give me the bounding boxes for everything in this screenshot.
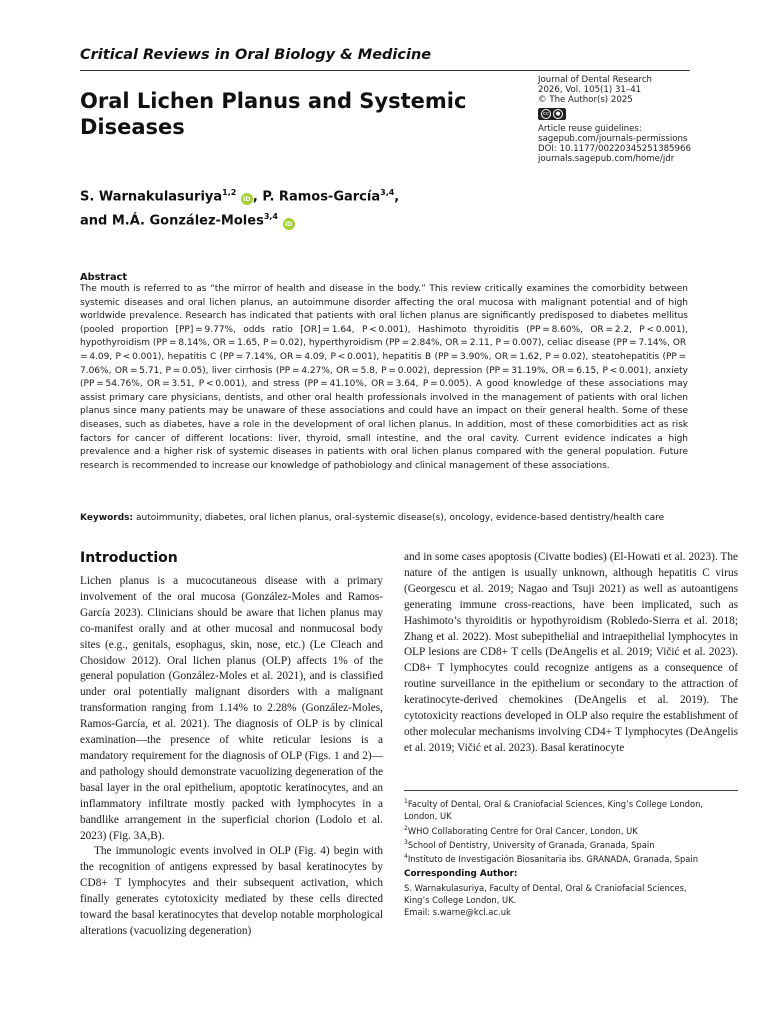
title-line-2: Diseases	[80, 115, 185, 139]
corresponding-line: King’s College London, UK.	[404, 895, 517, 906]
attribution-icon: ●	[553, 109, 563, 119]
journal-section-title: Critical Reviews in Oral Biology & Medicine	[80, 47, 432, 63]
body-paragraph: and in some cases apoptosis (Civatte bodies) (El-Howati et al. 2023). The nature of the antigen is usually unknown, although hepatitis C virus (Georgescu et al. 2019; Nagao and Tsuji 2021) as well as autoantigens generating immune cross-reactions, have been implicated, such as Hashimoto’s thyroiditis or hypothyroidism (Robledo-Sierra et al. 2018; Zhang et al. 2022). Most subepithelial and intraepithelial lymphocytes in OLP lesions are CD8+ T cells (DeAngelis et al. 2019; Vičić et al. 2023). CD8+ T lymphocytes could recognize antigens as a consequence of routine surveillance in the epithelium or secondary to the attraction of keratinocyte-derived chemokines (DeAngelis et al. 2019). The cytotoxicity reactions developed in OLP also require the establishment of other molecular mechanisms involving CD4+ T lymphocytes (DeAngelis et al. 2019; Vičić et al. 2023). Basal keratinocyte	[404, 551, 738, 754]
corresponding-author-heading: Corresponding Author:	[404, 869, 518, 879]
body-column-right	[404, 550, 738, 757]
affiliation-item: $^3$School of Dentistry, University of Granada, Granada, Spain	[404, 838, 655, 850]
body-paragraph: Lichen planus is a mucocutaneous disease with a primary involvement of the oral mucosa (González-Moles and Ramos-García 2023). Clinicians should be aware that lichen planus may co-manifest orally and at other mucosal and nonmucosal body sites (e.g., genitals, esophagus, skin, nose, etc.) (Le Cleach and Chosidow 2012). Oral lichen planus (OLP) affects 1% of the general population (González-Moles et al. 2021), and is classified under oral potentially malignant disorders with a malignant transformation ranging from 1.14% to 2.28% (González-Moles, Ramos-García, et al. 2021). The diagnosis of OLP is by clinical examination—the presence of white reticular lesions is a mandatory requirement for the diagnosis of OLP (Figs. 1 and 2)—and pathology should demonstrate vacuolizing degeneration of the basal layer in the oral epithelium, apoptotic keratinocytes, and an inflammatory infiltrate mostly packed with lymphocytes in a bandlike arrangement in the superficial chorion (Lodolo et al. 2023) (Fig. 3A,B).	[80, 575, 383, 842]
meta-reuse-label: Article reuse guidelines:	[538, 123, 642, 134]
author-affil-sup: 3,4	[263, 212, 278, 222]
affiliations-rule	[404, 790, 738, 791]
section-heading-introduction: Introduction	[80, 550, 178, 566]
header-rule	[80, 70, 690, 71]
article-title	[80, 88, 480, 140]
meta-reuse-link[interactable]: sagepub.com/journals-permissions	[538, 133, 688, 144]
author-joiner: and	[80, 213, 112, 229]
abstract-heading: Abstract	[80, 272, 128, 283]
affiliation-item: $^1$Faculty of Dental, Oral & Craniofacial Sciences, King’s College London, London, UK	[404, 798, 704, 822]
affiliation-item: $^2$WHO Collaborating Centre for Oral Cancer, London, UK	[404, 824, 638, 836]
body-column-left	[80, 574, 383, 940]
author-name: S. Warnakulasuriya	[80, 189, 223, 205]
title-line-1: Oral Lichen Planus and Systemic	[80, 89, 467, 113]
author-name: P. Ramos-García	[262, 189, 381, 205]
orcid-icon[interactable]: iD	[283, 218, 295, 230]
keywords-text: autoimmunity, diabetes, oral lichen planus, oral-systemic disease(s), oncology, evidence-based dentistry/health care	[133, 513, 665, 523]
corresponding-line: S. Warnakulasuriya, Faculty of Dental, Oral & Craniofacial Sciences,	[404, 883, 687, 893]
orcid-icon[interactable]: iD	[241, 193, 253, 205]
meta-doi[interactable]: DOI: 10.1177/00220345251385966	[538, 144, 691, 155]
meta-copyright: © The Author(s) 2025	[538, 95, 633, 106]
meta-journal-link[interactable]: journals.sagepub.com/home/jdr	[538, 154, 675, 165]
keywords	[80, 512, 688, 525]
author-name: M.Á. González-Moles	[111, 213, 264, 229]
author-list: S. Warnakulasuriya$^{1,2}$ iD , P. Ramos-García$^{3,4}$, and M.Á. González-Moles$^{3,4}$ iD	[80, 188, 400, 229]
affiliation-item: $^4$Instituto de Investigación Biosanitaria ibs. GRANADA, Granada, Spain	[404, 853, 699, 864]
meta-journal: Journal of Dental Research	[538, 75, 652, 85]
corresponding-author	[404, 882, 738, 919]
article-meta	[538, 75, 698, 164]
affiliations	[404, 796, 738, 865]
body-paragraph: The immunologic events involved in OLP (Fig. 4) begin with the recognition of antigens expressed by basal keratinocytes by CD8+ T lymphocytes and their subsequent activation, which finally generates cytotoxicity mediated by these cells directed toward the basal keratinocytes that develop notable morphological alterations (vacuolizing degeneration)	[80, 845, 383, 937]
creative-commons-badge[interactable]	[538, 108, 566, 120]
meta-volume: 2026, Vol. 105(1) 31–41	[538, 85, 642, 96]
author-affil-sup: 1,2	[222, 188, 237, 197]
author-affil-sup: 3,4	[380, 188, 395, 197]
abstract-text: The mouth is referred to as “the mirror of health and disease in the body.” This review critically examines the comorbidity between systemic diseases and oral lichen planus, an autoimmune disorder affecting the oral mucosa with malignant potential and of high worldwide prevalence. Research has indicated that patients with oral lichen planus are significantly predisposed to diabetes mellitus (pooled proportion [PP] = 9.77%, odds ratio [OR] = 1.64, P < 0.001), Hashimoto thyroiditis (PP = 8.60%, OR = 2.2, P < 0.001), hypothyroidism (PP = 8.14%, OR = 1.65, P = 0.02), hyperthyroidism (PP = 2.84%, OR = 2.11, P = 0.007), celiac disease (PP = 7.14%, OR = 4.09, P < 0.001), hepatitis C (PP = 7.14%, OR = 4.09, P < 0.001), hepatitis B (PP = 3.90%, OR = 1.62, P = 0.02), steatohepatitis (PP = 7.06%, OR = 5.71, P = 0.05), liver cirrhosis (PP = 4.27%, OR = 5.8, P = 0.002), depression (PP = 31.19%, OR = 6.15, P < 0.001), anxiety (PP = 54.76%, OR = 3.51, P < 0.001), and stress (PP = 41.10%, OR = 3.64, P = 0.005). A good knowledge of these associations may assist primary care physicians, dentists, and other oral health professionals involved in the management of patients with oral lichen planus since many patients may be unaware of these associations and could have an impact on their general health. Some of these diseases, such as diabetes, have a role in the development of oral lichen planus. In addition, most of these comorbidities act as risk factors for cancer of different locations: liver, thyroid, small intestine, and the oral cavity. Current evidence indicates a high prevalence and a higher risk of systemic diseases in patients with oral lichen planus compared with the general population. Future research is recommended to increase our knowledge of pathobiology and clinical management of these associations.	[80, 284, 688, 471]
keywords-label: Keywords:	[80, 513, 134, 523]
corresponding-email[interactable]: Email: s.warne@kcl.ac.uk	[404, 907, 511, 918]
cc-icon: cc	[542, 110, 550, 117]
